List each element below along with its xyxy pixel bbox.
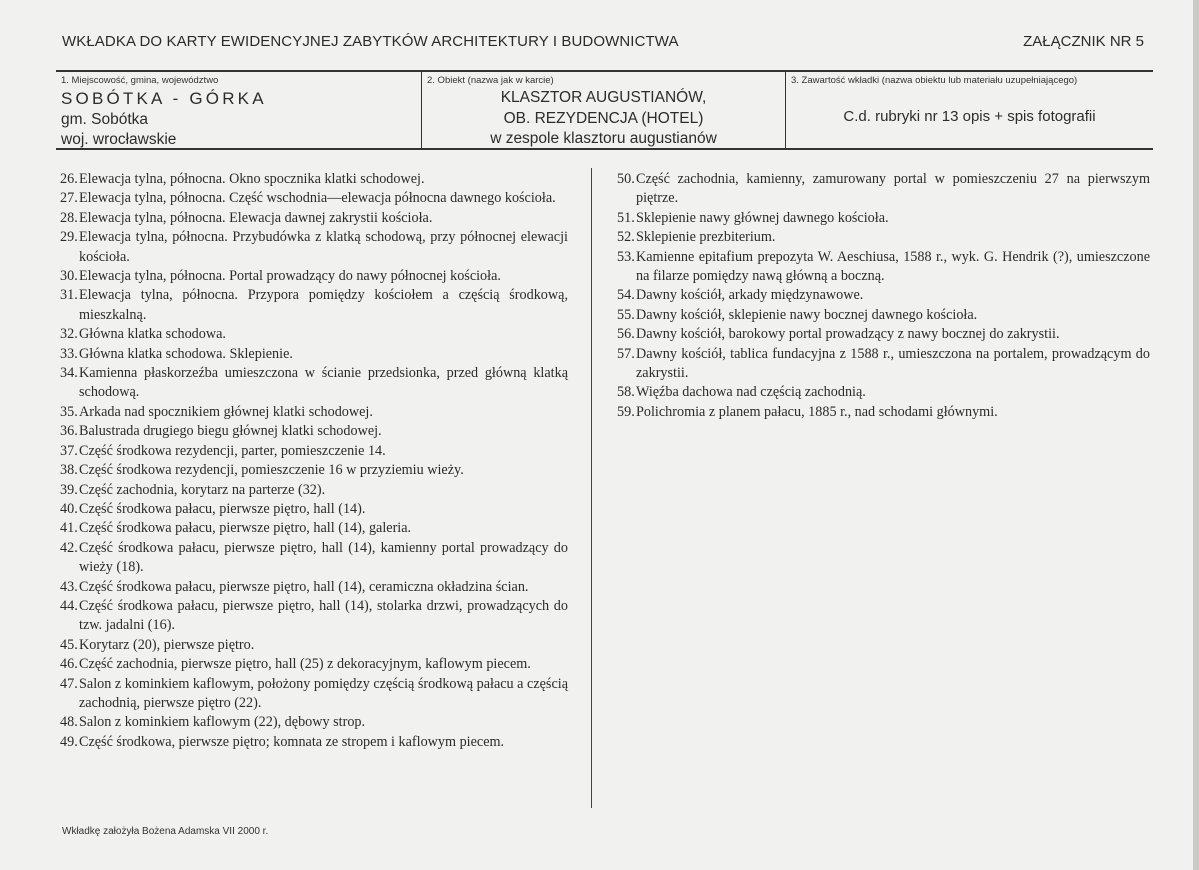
list-item-number: 28.	[60, 209, 78, 226]
list-item-number: 27.	[60, 190, 78, 207]
list-item-text: Salon z kominkiem kaflowym, położony pomiędzy częścią środkową pałacu a częścią zachodnią, pierwsze piętro (22).	[79, 675, 568, 711]
list-item-number: 48.	[60, 714, 78, 731]
list-item-text: Część środkowa pałacu, pierwsze piętro, hall (14), ceramiczna okładzina ścian.	[79, 578, 529, 595]
list-item-text: Część środkowa rezydencji, parter, pomieszczenie 14.	[79, 442, 386, 459]
document-title: WKŁADKA DO KARTY EWIDENCYJNEJ ZABYTKÓW ARCHITEKTURY I BUDOWNICTWA	[62, 33, 679, 50]
location-caption: 1. Miejscowość, gmina, województwo	[61, 75, 219, 86]
list-item-text: Elewacja tylna, północna. Portal prowadzący do nawy północnej kościoła.	[79, 268, 501, 285]
list-item-text: Elewacja tylna, północna. Elewacja dawnej zakrystii kościoła.	[79, 209, 433, 226]
list-item-text: Elewacja tylna, północna. Część wschodnia—elewacja północna dawnego kościoła.	[79, 190, 556, 207]
list-item-number: 46.	[60, 656, 78, 673]
list-item-number: 59.	[617, 403, 635, 420]
list-item	[617, 286, 1150, 305]
content-text: C.d. rubryki nr 13 opis + spis fotografii	[843, 108, 1096, 125]
list-item	[617, 325, 1150, 344]
list-item	[617, 170, 1150, 209]
list-item-number: 38.	[60, 462, 78, 479]
list-item-number: 55.	[617, 306, 635, 323]
list-item	[60, 481, 568, 500]
list-item-text: Główna klatka schodowa. Sklepienie.	[79, 345, 293, 362]
list-item-text: Część środkowa rezydencji, pomieszczenie 16 w przyziemiu wieży.	[79, 462, 464, 479]
list-item	[60, 364, 568, 403]
list-item	[60, 228, 568, 267]
list-item-number: 47.	[60, 675, 78, 692]
list-item	[617, 345, 1150, 384]
object-line-2: OB. REZYDENCJA (HOTEL)	[503, 110, 704, 127]
list-item-text: Część zachodnia, pierwsze piętro, hall (25) z dekoracyjnym, kaflowym piecem.	[79, 656, 531, 673]
list-item-text: Kamienne epitafium prepozyta W. Aeschiusa, 1588 r., wyk. G. Hendrik (?), umieszczone na filarze pomiędzy nawą główną a boczną.	[636, 248, 1150, 285]
list-item	[60, 713, 568, 732]
location-gmina: gm. Sobótka	[61, 111, 149, 128]
list-item	[60, 675, 568, 714]
list-item-text: Elewacja tylna, północna. Okno spocznika klatki schodowej.	[79, 171, 425, 187]
object-line-1: KLASZTOR AUGUSTIANÓW,	[500, 89, 707, 106]
list-item-number: 57.	[617, 345, 635, 362]
list-item-number: 32.	[60, 326, 78, 343]
list-item-text: Balustrada drugiego biegu głównej klatki schodowej.	[79, 423, 382, 440]
list-item-text: Część zachodnia, korytarz na parterze (32).	[79, 481, 326, 498]
list-item-number: 33.	[60, 345, 78, 362]
list-item	[60, 461, 568, 480]
list-item	[617, 403, 1150, 422]
list-item-number: 39.	[60, 481, 78, 498]
list-item-number: 42.	[60, 539, 78, 556]
list-item	[617, 306, 1150, 325]
list-item-text: Sklepienie prezbiterium.	[636, 229, 776, 246]
list-item	[60, 403, 568, 422]
list-item-number: 58.	[617, 384, 635, 401]
list-item	[60, 267, 568, 286]
location-place: SOBÓTKA - GÓRKA	[61, 89, 267, 108]
list-item-number: 41.	[60, 520, 78, 537]
list-item	[60, 636, 568, 655]
list-item	[60, 539, 568, 578]
list-item	[60, 519, 568, 538]
list-item-number: 34.	[60, 365, 78, 382]
list-item	[617, 383, 1150, 402]
page-edge	[1193, 0, 1199, 870]
annex-number: ZAŁĄCZNIK NR 5	[1023, 33, 1144, 50]
location-province: woj. wrocławskie	[61, 131, 177, 148]
list-item	[60, 286, 568, 325]
list-item-text: Korytarz (20), pierwsze piętro.	[79, 636, 255, 653]
object-line-3: w zespole klasztoru augustianów	[490, 130, 717, 147]
list-item-number: 45.	[60, 636, 78, 653]
list-item	[60, 442, 568, 461]
object-caption: 2. Obiekt (nazwa jak w karcie)	[427, 75, 554, 86]
list-item-number: 36.	[60, 423, 78, 440]
list-item	[60, 597, 568, 636]
column-divider	[591, 168, 592, 808]
list-item-text: Część środkowa pałacu, pierwsze piętro, hall (14).	[79, 500, 366, 517]
list-item-number: 30.	[60, 268, 78, 285]
list-item	[60, 209, 568, 228]
list-item-text: Część środkowa, pierwsze piętro; komnata ze stropem i kaflowym piecem.	[79, 733, 505, 750]
list-item-number: 49.	[60, 733, 78, 750]
list-item	[60, 500, 568, 519]
list-item-text: Elewacja tylna, północna. Przybudówka z klatką schodową, przy północnej elewacji kościoła.	[79, 229, 568, 265]
list-item-text: Część środkowa pałacu, pierwsze piętro, hall (14), galeria.	[79, 520, 412, 537]
list-item-text: Część zachodnia, kamienny, zamurowany portal w pomieszczeniu 27 na pierwszym piętrze.	[636, 171, 1150, 207]
list-item-number: 54.	[617, 287, 635, 304]
list-item	[617, 209, 1150, 228]
list-item	[60, 733, 568, 752]
list-item	[60, 170, 568, 189]
list-item-number: 37.	[60, 442, 78, 459]
content-cell	[786, 72, 1153, 148]
list-item-text: Dawny kościół, tablica fundacyjna z 1588 r., umieszczona na portalem, prowadzącym do zakrystii.	[636, 345, 1150, 382]
list-item-text: Arkada nad spocznikiem głównej klatki schodowej.	[79, 403, 373, 420]
content-caption: 3. Zawartość wkładki (nazwa obiektu lub materiału uzupełniającego)	[791, 75, 1078, 86]
list-item-text: Część środkowa pałacu, pierwsze piętro, hall (14), kamienny portal prowadzący do wieży (18).	[79, 539, 568, 576]
list-item-text: Dawny kościół, arkady międzynawowe.	[636, 287, 864, 304]
photo-list-left	[60, 170, 568, 752]
list-item-text: Sklepienie nawy głównej dawnego kościoła.	[636, 209, 889, 226]
list-item-text: Polichromia z planem pałacu, 1885 r., nad schodami głównymi.	[636, 403, 998, 420]
list-item	[617, 228, 1150, 247]
list-item	[60, 655, 568, 674]
list-item-text: Główna klatka schodowa.	[79, 326, 226, 343]
list-item-number: 50.	[617, 171, 635, 187]
list-item-number: 56.	[617, 326, 635, 343]
list-item	[60, 345, 568, 364]
footer-author: Wkładkę założyła Bożena Adamska VII 2000 r.	[62, 826, 269, 837]
list-item-text: Salon z kominkiem kaflowym (22), dębowy strop.	[79, 714, 366, 731]
list-item-number: 29.	[60, 229, 78, 246]
object-cell	[422, 72, 786, 148]
list-item	[60, 189, 568, 208]
list-item-number: 31.	[60, 287, 78, 304]
photo-list-right	[617, 170, 1150, 422]
location-cell	[56, 72, 422, 148]
list-item	[617, 248, 1150, 287]
list-item-number: 43.	[60, 578, 78, 595]
list-item-text: Część środkowa pałacu, pierwsze piętro, hall (14), stolarka drzwi, prowadzących do tzw. jadalni (16).	[79, 597, 568, 634]
list-item-number: 51.	[617, 209, 635, 226]
list-item-text: Elewacja tylna, północna. Przypora pomiędzy kościołem a częścią środkową, mieszkalną.	[79, 287, 568, 323]
list-item	[60, 325, 568, 344]
list-item	[60, 578, 568, 597]
list-item-number: 40.	[60, 500, 78, 517]
list-item-text: Kamienna płaskorzeźba umieszczona w ścianie przedsionka, przed główną klatką schodową.	[79, 365, 568, 401]
list-item-number: 44.	[60, 597, 78, 614]
list-item-text: Więźba dachowa nad częścią zachodnią.	[636, 384, 866, 401]
list-item-number: 53.	[617, 248, 635, 265]
list-item-number: 26.	[60, 171, 78, 187]
list-item-number: 52.	[617, 229, 635, 246]
list-item-number: 35.	[60, 403, 78, 420]
header-table	[56, 70, 1153, 150]
list-item	[60, 422, 568, 441]
list-item-text: Dawny kościół, sklepienie nawy bocznej dawnego kościoła.	[636, 306, 978, 323]
list-item-text: Dawny kościół, barokowy portal prowadzący z nawy bocznej do zakrystii.	[636, 326, 1060, 343]
